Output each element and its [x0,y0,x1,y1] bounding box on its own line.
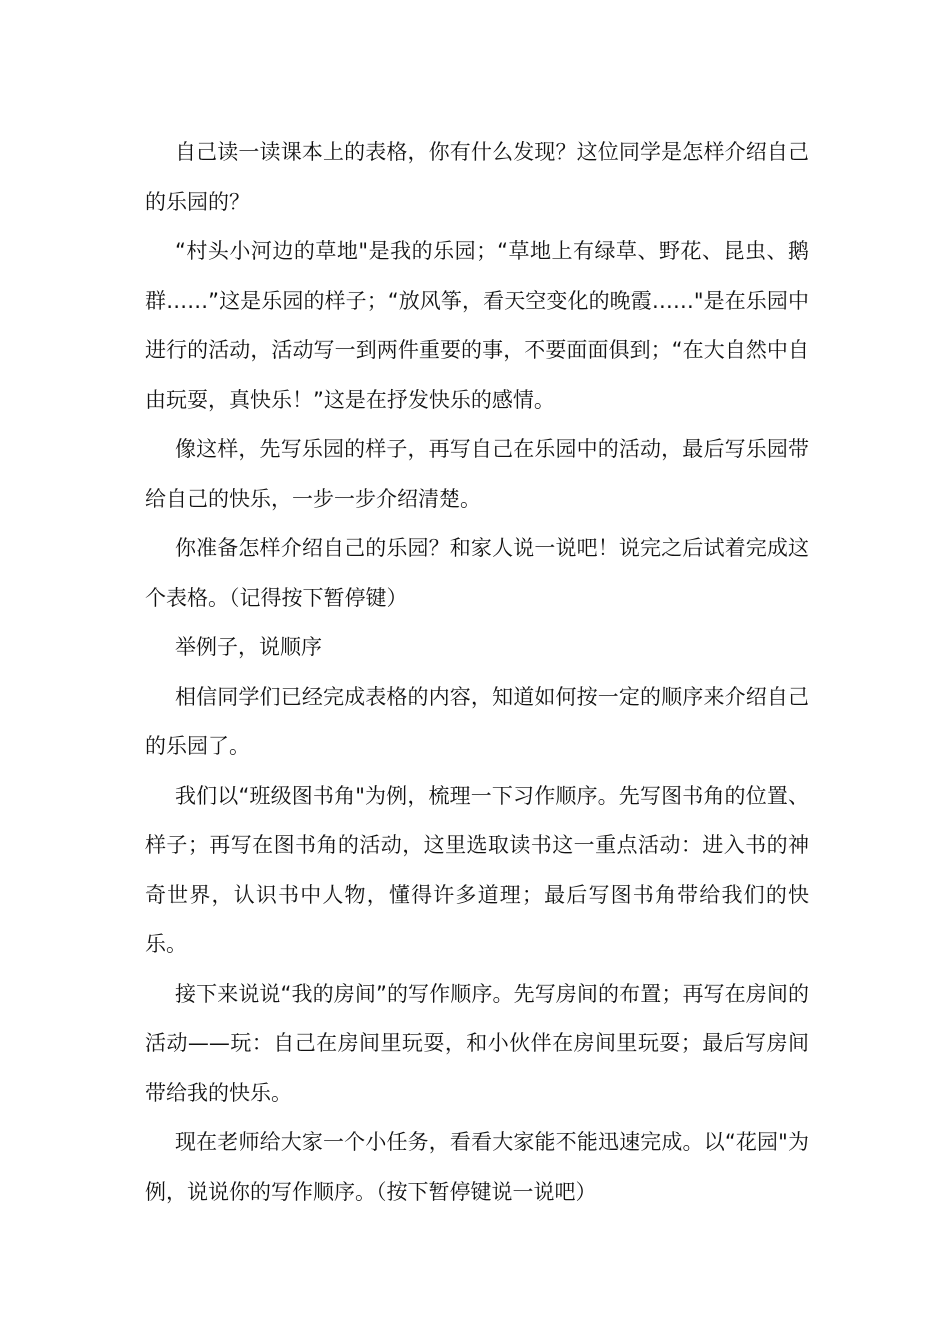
paragraph-example-analysis: “村头小河边的草地"是我的乐园；“草地上有绿草、野花、昆虫、鹅群……”这是乐园的样子；“放风筝，看天空变化的晚霞……"是在乐园中进行的活动，活动写一到两件重要的事，不要面面俱到；“在大自然中自由玩耍，真快乐！”这是在抒发快乐的感情。 [145,239,809,412]
paragraph-completed-table: 相信同学们已经完成表格的内容，知道如何按一定的顺序来介绍自己的乐园了。 [145,684,809,758]
paragraph-garden-task: 现在老师给大家一个小任务，看看大家能不能迅速完成。以“花园"为例，说说你的写作顺序。（按下暂停键说一说吧） [145,1130,809,1204]
paragraph-reading-table: 自己读一读课本上的表格，你有什么发现？这位同学是怎样介绍自己的乐园的？ [145,140,809,214]
paragraph-book-corner-example: 我们以“班级图书角"为例，梳理一下习作顺序。先写图书角的位置、样子；再写在图书角的活动，这里选取读书这一重点活动：进入书的神奇世界，认识书中人物，懂得许多道理；最后写图书角带给我们的快乐。 [145,783,809,956]
paragraph-prepare-table: 你准备怎样介绍自己的乐园？和家人说一说吧！说完之后试着完成这个表格。（记得按下暂停键） [145,536,809,610]
paragraph-my-room-example: 接下来说说“我的房间”的写作顺序。先写房间的布置；再写在房间的活动——玩：自己在房间里玩耍，和小伙伴在房间里玩耍；最后写房间带给我的快乐。 [145,981,809,1105]
document-body [145,128,809,1217]
paragraph-writing-order: 像这样，先写乐园的样子，再写自己在乐园中的活动，最后写乐园带给自己的快乐，一步一步介绍清楚。 [145,437,809,511]
section-heading: 举例子，说顺序 [175,635,322,659]
